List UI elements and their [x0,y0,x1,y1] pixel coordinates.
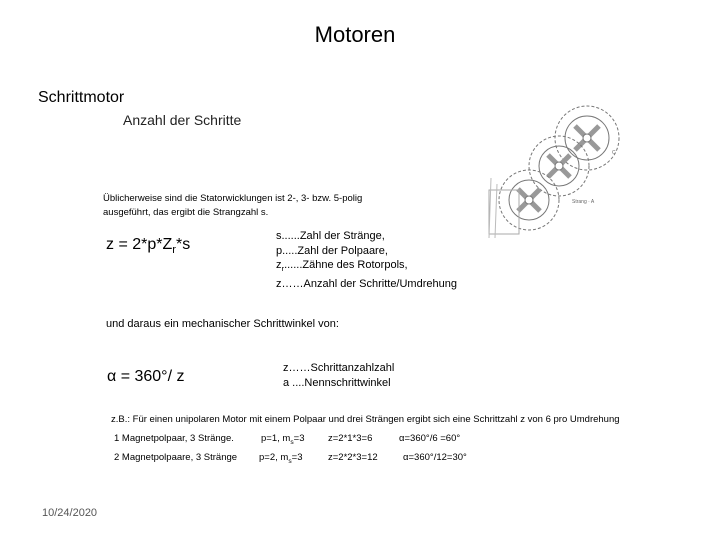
middle-text: und daraus ein mechanischer Schrittwinkel von: [106,318,339,330]
formula-steps-suffix: *s [176,236,191,253]
formula-legend [276,229,457,291]
legend-zr-sub: r [281,264,285,274]
example-2-params-sub: s [288,457,292,465]
example-2-params-prefix: p=2, m [259,452,289,463]
formula-steps-sub: r [172,244,176,257]
example-1-angle: α=360°/6 =60° [399,433,461,444]
stepper-motor-diagram [483,98,633,255]
legend-zr [276,258,457,277]
example-1-params-prefix: p=1, m [261,433,291,444]
example-2-params-suffix: =3 [291,452,303,463]
legend-s: s......Zahl der Stränge, [276,230,385,242]
diagram-label-strang: Strang · A [572,199,595,205]
angle-legend [283,361,394,390]
example-intro: z.B.: Für einen unipolaren Motor mit einem Polpaar und drei Strängen ergibt sich eine Schrittzahl z von 6 pro Umdrehung [111,414,620,425]
example-1-label: 1 Magnetpolpaar, 3 Stränge. [114,433,234,444]
section-subheading: Anzahl der Schritte [123,112,242,128]
section-heading: Schrittmotor [38,89,125,106]
intro-line-1: Üblicherweise sind die Statorwicklungen ist 2-, 3- bzw. 5-polig [103,193,363,204]
page-title: Motoren [314,22,396,47]
legend2-z: z……Schrittanzahlzahl [283,362,395,374]
example-1-params-suffix: =3 [293,433,305,444]
formula-steps [106,236,190,256]
legend-zr-prefix: z [276,259,282,271]
legend-p: p.....Zahl der Polpaare, [276,244,388,257]
example-2-label: 2 Magnetpolpaare, 3 Stränge [114,452,238,463]
legend2-a: a ....Nennschrittwinkel [283,376,391,389]
intro-line-2: ausgeführt, das ergibt die Strangzahl s. [103,207,269,218]
formula-steps-prefix: z = 2*p*Z [106,236,173,253]
formula-angle: α = 360°/ z [107,368,185,385]
example-2-calc: z=2*2*3=12 [328,452,378,463]
slide-date: 10/24/2020 [42,507,98,519]
example-1-params-sub: s [290,438,294,446]
legend-zr-rest: ......Zähne des Rotorpols, [284,259,408,271]
legend-z: z……Anzahl der Schritte/Umdrehung [276,277,457,290]
example-2-angle: α=360°/12=30° [403,452,467,463]
example-1-calc: z=2*1*3=6 [328,433,373,444]
intro-text [103,192,362,220]
diagram-label-c: C [612,150,616,156]
example-1-params [261,433,304,446]
example-2-params [259,452,302,465]
